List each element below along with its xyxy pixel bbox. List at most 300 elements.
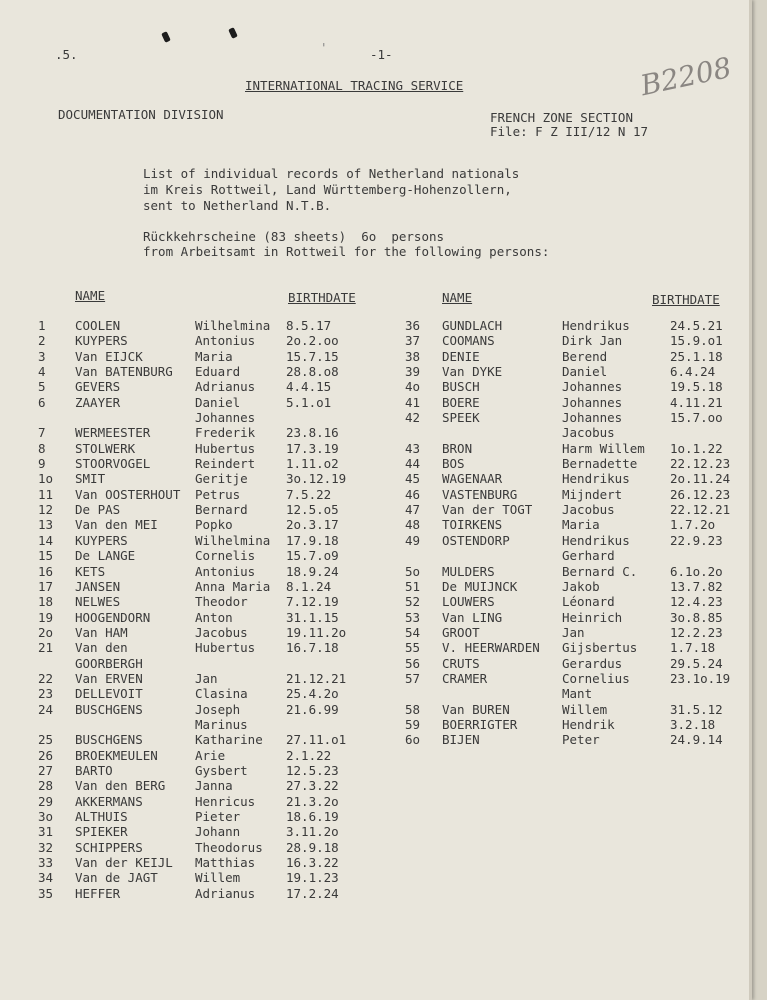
record-number: 42 bbox=[405, 410, 421, 426]
record-surname: GOORBERGH bbox=[75, 655, 143, 671]
record-surname: BROEKMEULEN bbox=[75, 747, 158, 763]
record-surname: DENIE bbox=[442, 348, 480, 364]
record-first-name: Antonius bbox=[195, 563, 256, 579]
record-number: 44 bbox=[405, 456, 421, 472]
record-number: 23 bbox=[38, 686, 54, 702]
record-surname: COOLEN bbox=[75, 318, 121, 333]
col-header-birthdate-left: BIRTHDATE bbox=[288, 290, 356, 305]
record-birthdate: 26.12.23 bbox=[670, 486, 731, 502]
record-first-name: Johann bbox=[195, 824, 241, 840]
record-surname: BUSCHGENS bbox=[75, 732, 143, 748]
record-row bbox=[38, 564, 388, 579]
record-first-name: Hendrikus bbox=[562, 532, 630, 548]
record-first-name: Gijsbertus bbox=[562, 640, 638, 656]
record-birthdate: 19.5.18 bbox=[670, 379, 723, 395]
record-first-name: Clasina bbox=[195, 686, 248, 702]
record-first-name: Adrianus bbox=[195, 885, 256, 901]
handwritten-mark: B2208 bbox=[637, 50, 735, 103]
record-surname: DELLEVOIT bbox=[75, 686, 143, 702]
record-number: 47 bbox=[405, 502, 421, 518]
record-first-name: Marinus bbox=[195, 716, 248, 732]
record-row bbox=[405, 625, 750, 640]
record-number: 38 bbox=[405, 348, 421, 364]
record-surname: Van EIJCK bbox=[75, 348, 143, 364]
record-first-name: Bernard bbox=[195, 502, 248, 518]
record-birthdate: 19.1.23 bbox=[286, 870, 339, 886]
record-surname: Van den MEI bbox=[75, 517, 158, 533]
record-birthdate: 18.6.19 bbox=[286, 809, 339, 824]
record-number: 5 bbox=[38, 379, 46, 395]
record-surname: Van de JAGT bbox=[75, 870, 158, 886]
record-row bbox=[405, 579, 750, 594]
punch-mark-icon bbox=[228, 27, 238, 39]
record-surname: COOMANS bbox=[442, 333, 495, 349]
record-surname: Van LING bbox=[442, 609, 503, 625]
col-header-birthdate-right: BIRTHDATE bbox=[652, 292, 720, 307]
left-records-list bbox=[38, 318, 388, 901]
record-first-name: Anton bbox=[195, 609, 233, 625]
org-title: INTERNATIONAL TRACING SERVICE bbox=[245, 78, 464, 93]
record-birthdate: 13.7.82 bbox=[670, 578, 723, 594]
record-surname: BUSCH bbox=[442, 379, 480, 395]
record-number: 51 bbox=[405, 578, 421, 594]
record-first-name: Hendrik bbox=[562, 716, 615, 732]
intro-line-5: from Arbeitsamt in Rottweil for the following persons: bbox=[143, 244, 550, 259]
corner-mark: ' bbox=[320, 40, 328, 55]
record-birthdate: 2o.3.17 bbox=[286, 517, 339, 533]
record-row bbox=[405, 349, 750, 364]
record-surname: Van den bbox=[75, 640, 128, 656]
record-birthdate: 18.9.24 bbox=[286, 563, 339, 579]
record-surname: CRUTS bbox=[442, 655, 480, 671]
intro-line-1: List of individual records of Netherland nationals bbox=[143, 166, 520, 181]
record-row bbox=[38, 840, 388, 855]
record-row bbox=[405, 671, 750, 686]
record-surname: TOIRKENS bbox=[442, 517, 503, 533]
record-birthdate: 15.9.o1 bbox=[670, 333, 723, 349]
record-row bbox=[38, 318, 388, 333]
record-first-name: Jacobus bbox=[562, 502, 615, 518]
record-birthdate: 21.6.99 bbox=[286, 701, 339, 717]
record-birthdate: 3.2.18 bbox=[670, 716, 716, 732]
record-first-name: Wilhelmina bbox=[195, 318, 271, 333]
page-number: -1- bbox=[370, 47, 393, 62]
record-row bbox=[38, 410, 388, 425]
record-row bbox=[38, 886, 388, 901]
record-birthdate: 2o.11.24 bbox=[670, 471, 731, 487]
record-number: 37 bbox=[405, 333, 421, 349]
record-number: 39 bbox=[405, 364, 421, 380]
record-number: 41 bbox=[405, 394, 421, 410]
record-surname: Van der TOGT bbox=[442, 502, 533, 518]
record-first-name: Katharine bbox=[195, 732, 263, 748]
record-birthdate: 12.5.o5 bbox=[286, 502, 339, 518]
record-row bbox=[38, 625, 388, 640]
record-first-name: Antonius bbox=[195, 333, 256, 349]
record-birthdate: 4.4.15 bbox=[286, 379, 332, 395]
record-number: 5o bbox=[405, 563, 421, 579]
record-number: 6 bbox=[38, 394, 46, 410]
record-birthdate: 15.7.15 bbox=[286, 348, 339, 364]
record-first-name: Gysbert bbox=[195, 762, 248, 778]
record-first-name: Hendrikus bbox=[562, 471, 630, 487]
record-first-name: Anna Maria bbox=[195, 578, 271, 594]
record-first-name: Matthias bbox=[195, 855, 256, 871]
record-row bbox=[38, 610, 388, 625]
record-birthdate: 8.1.24 bbox=[286, 578, 332, 594]
record-surname: Van BUREN bbox=[442, 701, 510, 717]
record-row bbox=[38, 870, 388, 885]
record-row bbox=[405, 456, 750, 471]
record-birthdate: 15.7.oo bbox=[670, 410, 723, 426]
record-birthdate: 1.7.2o bbox=[670, 517, 716, 533]
record-birthdate: 2.1.22 bbox=[286, 747, 332, 763]
record-birthdate: 31.5.12 bbox=[670, 701, 723, 717]
record-first-name: Geritje bbox=[195, 471, 248, 487]
record-birthdate: 27.3.22 bbox=[286, 778, 339, 794]
record-surname: ALTHUIS bbox=[75, 809, 128, 824]
record-row bbox=[405, 441, 750, 456]
record-row bbox=[405, 717, 750, 732]
record-row bbox=[38, 748, 388, 763]
record-number: 16 bbox=[38, 563, 54, 579]
intro-line-3: sent to Netherland N.T.B. bbox=[143, 198, 332, 213]
record-number: 25 bbox=[38, 732, 54, 748]
record-first-name: Gerhard bbox=[562, 548, 615, 564]
record-first-name: Cornelis bbox=[195, 548, 256, 564]
record-first-name: Bernard C. bbox=[562, 563, 638, 579]
record-row bbox=[405, 379, 750, 394]
record-number: 14 bbox=[38, 532, 54, 548]
record-surname: ZAAYER bbox=[75, 394, 121, 410]
record-number: 34 bbox=[38, 870, 54, 886]
record-birthdate: 23.8.16 bbox=[286, 425, 339, 441]
record-row bbox=[38, 656, 388, 671]
record-birthdate: 29.5.24 bbox=[670, 655, 723, 671]
record-first-name: Berend bbox=[562, 348, 608, 364]
record-first-name: Maria bbox=[195, 348, 233, 364]
record-row bbox=[38, 533, 388, 548]
record-surname: VASTENBURG bbox=[442, 486, 518, 502]
record-first-name: Frederik bbox=[195, 425, 256, 441]
record-birthdate: 17.3.19 bbox=[286, 440, 339, 456]
record-row bbox=[38, 809, 388, 824]
record-number: 53 bbox=[405, 609, 421, 625]
record-surname: NELWES bbox=[75, 594, 121, 610]
record-row bbox=[405, 702, 750, 717]
record-row bbox=[38, 349, 388, 364]
record-number: 55 bbox=[405, 640, 421, 656]
record-birthdate: 15.7.o9 bbox=[286, 548, 339, 564]
record-surname: GEVERS bbox=[75, 379, 121, 395]
record-row bbox=[405, 640, 750, 655]
record-number: 2 bbox=[38, 333, 46, 349]
record-row bbox=[38, 824, 388, 839]
record-number: 3o bbox=[38, 809, 54, 824]
record-row bbox=[405, 471, 750, 486]
record-number: 13 bbox=[38, 517, 54, 533]
record-surname: BOERRIGTER bbox=[442, 716, 518, 732]
record-surname: JANSEN bbox=[75, 578, 121, 594]
record-row bbox=[38, 379, 388, 394]
right-records-list bbox=[405, 318, 750, 748]
record-surname: KUYPERS bbox=[75, 532, 128, 548]
record-surname: De LANGE bbox=[75, 548, 136, 564]
record-number: 12 bbox=[38, 502, 54, 518]
record-first-name: Reindert bbox=[195, 456, 256, 472]
record-row bbox=[38, 471, 388, 486]
record-number: 9 bbox=[38, 456, 46, 472]
record-surname: SMIT bbox=[75, 471, 106, 487]
record-birthdate: 6.1o.2o bbox=[670, 563, 723, 579]
record-birthdate: 16.3.22 bbox=[286, 855, 339, 871]
record-number: 8 bbox=[38, 440, 46, 456]
record-row bbox=[405, 656, 750, 671]
record-birthdate: 5.1.o1 bbox=[286, 394, 332, 410]
record-first-name: Maria bbox=[562, 517, 600, 533]
record-row bbox=[38, 778, 388, 793]
record-row bbox=[38, 794, 388, 809]
record-number: 54 bbox=[405, 624, 421, 640]
record-row bbox=[405, 594, 750, 609]
record-first-name: Jacobus bbox=[562, 425, 615, 441]
record-number: 6o bbox=[405, 732, 421, 748]
record-number: 49 bbox=[405, 532, 421, 548]
record-row bbox=[405, 425, 750, 440]
record-row bbox=[38, 456, 388, 471]
record-number: 36 bbox=[405, 318, 421, 333]
record-row bbox=[405, 732, 750, 747]
record-first-name: Arie bbox=[195, 747, 226, 763]
record-first-name: Jan bbox=[562, 624, 585, 640]
record-row bbox=[405, 564, 750, 579]
record-number: 24 bbox=[38, 701, 54, 717]
record-surname: Van der KEIJL bbox=[75, 855, 173, 871]
record-first-name: Henricus bbox=[195, 793, 256, 809]
record-number: 17 bbox=[38, 578, 54, 594]
record-birthdate: 21.12.21 bbox=[286, 670, 347, 686]
record-first-name: Adrianus bbox=[195, 379, 256, 395]
record-number: 15 bbox=[38, 548, 54, 564]
record-number: 28 bbox=[38, 778, 54, 794]
record-birthdate: 19.11.2o bbox=[286, 624, 347, 640]
record-number: 56 bbox=[405, 655, 421, 671]
record-number: 21 bbox=[38, 640, 54, 656]
record-surname: Van den BERG bbox=[75, 778, 166, 794]
record-row bbox=[38, 640, 388, 655]
record-number: 59 bbox=[405, 716, 421, 732]
record-number: 4 bbox=[38, 364, 46, 380]
record-number: 1o bbox=[38, 471, 54, 487]
record-surname: Van HAM bbox=[75, 624, 128, 640]
record-first-name: Hubertus bbox=[195, 440, 256, 456]
record-surname: OSTENDORP bbox=[442, 532, 510, 548]
record-surname: SCHIPPERS bbox=[75, 839, 143, 855]
record-surname: AKKERMANS bbox=[75, 793, 143, 809]
record-birthdate: 1o.1.22 bbox=[670, 440, 723, 456]
record-first-name: Léonard bbox=[562, 594, 615, 610]
record-row bbox=[38, 333, 388, 348]
record-birthdate: 6.4.24 bbox=[670, 364, 716, 380]
file-ref: File: F Z III/12 N 17 bbox=[490, 124, 649, 139]
record-number: 57 bbox=[405, 670, 421, 686]
record-birthdate: 7.5.22 bbox=[286, 486, 332, 502]
record-row bbox=[38, 763, 388, 778]
record-row bbox=[38, 579, 388, 594]
record-surname: GROOT bbox=[442, 624, 480, 640]
record-birthdate: 3.11.2o bbox=[286, 824, 339, 840]
record-number: 27 bbox=[38, 762, 54, 778]
intro-line-4: Rückkehrscheine (83 sheets) 6o persons bbox=[143, 229, 445, 244]
intro-line-2: im Kreis Rottweil, Land Württemberg-Hohenzollern, bbox=[143, 182, 512, 197]
record-birthdate: 4.11.21 bbox=[670, 394, 723, 410]
record-birthdate: 3o.8.85 bbox=[670, 609, 723, 625]
record-birthdate: 12.5.23 bbox=[286, 762, 339, 778]
record-surname: Van BATENBURG bbox=[75, 364, 173, 380]
record-birthdate: 1.11.o2 bbox=[286, 456, 339, 472]
record-row bbox=[38, 702, 388, 717]
record-first-name: Jan bbox=[195, 670, 218, 686]
record-number: 32 bbox=[38, 839, 54, 855]
record-row bbox=[38, 502, 388, 517]
record-row bbox=[38, 364, 388, 379]
record-surname: WERMEESTER bbox=[75, 425, 151, 441]
record-number: 48 bbox=[405, 517, 421, 533]
record-birthdate: 12.4.23 bbox=[670, 594, 723, 610]
record-number: 3 bbox=[38, 348, 46, 364]
record-first-name: Mijndert bbox=[562, 486, 623, 502]
record-first-name: Daniel bbox=[195, 394, 241, 410]
record-first-name: Johannes bbox=[562, 394, 623, 410]
record-first-name: Theodorus bbox=[195, 839, 263, 855]
record-number: 4o bbox=[405, 379, 421, 395]
record-number: 45 bbox=[405, 471, 421, 487]
division-label: DOCUMENTATION DIVISION bbox=[58, 107, 224, 122]
record-birthdate: 12.2.23 bbox=[670, 624, 723, 640]
record-row bbox=[405, 686, 750, 701]
record-row bbox=[38, 548, 388, 563]
record-birthdate: 24.9.14 bbox=[670, 732, 723, 748]
record-number: 7 bbox=[38, 425, 46, 441]
record-birthdate: 22.12.23 bbox=[670, 456, 731, 472]
record-number: 22 bbox=[38, 670, 54, 686]
record-first-name: Gerardus bbox=[562, 655, 623, 671]
record-number: 26 bbox=[38, 747, 54, 763]
record-birthdate: 21.3.2o bbox=[286, 793, 339, 809]
record-first-name: Theodor bbox=[195, 594, 248, 610]
record-number: 43 bbox=[405, 440, 421, 456]
record-birthdate: 8.5.17 bbox=[286, 318, 332, 333]
record-first-name: Jakob bbox=[562, 578, 600, 594]
punch-mark-icon bbox=[161, 31, 171, 43]
record-surname: BOS bbox=[442, 456, 465, 472]
record-first-name: Petrus bbox=[195, 486, 241, 502]
record-row bbox=[38, 594, 388, 609]
record-surname: KUYPERS bbox=[75, 333, 128, 349]
record-row bbox=[405, 502, 750, 517]
record-row bbox=[38, 517, 388, 532]
record-first-name: Willem bbox=[195, 870, 241, 886]
record-surname: STOLWERK bbox=[75, 440, 136, 456]
record-surname: HEFFER bbox=[75, 885, 121, 901]
record-surname: SPIEKER bbox=[75, 824, 128, 840]
sheet-mark: .5. bbox=[55, 47, 78, 62]
record-birthdate: 28.9.18 bbox=[286, 839, 339, 855]
record-row bbox=[405, 610, 750, 625]
record-surname: Van ERVEN bbox=[75, 670, 143, 686]
record-row bbox=[38, 671, 388, 686]
record-number: 11 bbox=[38, 486, 54, 502]
record-row bbox=[405, 533, 750, 548]
record-number: 19 bbox=[38, 609, 54, 625]
record-surname: V. HEERWARDEN bbox=[442, 640, 540, 656]
record-first-name: Heinrich bbox=[562, 609, 623, 625]
record-first-name: Johannes bbox=[562, 410, 623, 426]
record-surname: BOERE bbox=[442, 394, 480, 410]
record-first-name: Pieter bbox=[195, 809, 241, 824]
col-header-name-right: NAME bbox=[442, 290, 473, 305]
record-first-name: Willem bbox=[562, 701, 608, 717]
record-birthdate: 28.8.o8 bbox=[286, 364, 339, 380]
record-first-name: Johannes bbox=[562, 379, 623, 395]
record-surname: WAGENAAR bbox=[442, 471, 503, 487]
record-surname: Van DYKE bbox=[442, 364, 503, 380]
record-row bbox=[38, 425, 388, 440]
record-first-name: Cornelius bbox=[562, 670, 630, 686]
record-birthdate: 17.9.18 bbox=[286, 532, 339, 548]
record-row bbox=[405, 517, 750, 532]
record-row bbox=[405, 487, 750, 502]
record-first-name: Wilhelmina bbox=[195, 532, 271, 548]
record-surname: BIJEN bbox=[442, 732, 480, 748]
record-surname: De PAS bbox=[75, 502, 121, 518]
record-surname: BUSCHGENS bbox=[75, 701, 143, 717]
record-surname: CRAMER bbox=[442, 670, 488, 686]
record-surname: SPEEK bbox=[442, 410, 480, 426]
record-row bbox=[405, 410, 750, 425]
record-row bbox=[38, 732, 388, 747]
record-surname: BRON bbox=[442, 440, 473, 456]
record-number: 46 bbox=[405, 486, 421, 502]
record-row bbox=[405, 395, 750, 410]
record-surname: Van OOSTERHOUT bbox=[75, 486, 181, 502]
record-number: 52 bbox=[405, 594, 421, 610]
record-birthdate: 25.1.18 bbox=[670, 348, 723, 364]
record-number: 33 bbox=[38, 855, 54, 871]
record-birthdate: 2o.2.oo bbox=[286, 333, 339, 349]
record-first-name: Janna bbox=[195, 778, 233, 794]
record-birthdate: 16.7.18 bbox=[286, 640, 339, 656]
record-birthdate: 22.12.21 bbox=[670, 502, 731, 518]
record-first-name: Bernadette bbox=[562, 456, 638, 472]
col-header-name-left: NAME bbox=[75, 288, 106, 303]
record-first-name: Jacobus bbox=[195, 624, 248, 640]
record-number: 18 bbox=[38, 594, 54, 610]
record-number: 35 bbox=[38, 885, 54, 901]
zone-section: FRENCH ZONE SECTION bbox=[490, 110, 633, 125]
record-first-name: Daniel bbox=[562, 364, 608, 380]
record-row bbox=[405, 318, 750, 333]
record-row bbox=[38, 441, 388, 456]
record-surname: BARTO bbox=[75, 762, 113, 778]
record-surname: De MUIJNCK bbox=[442, 578, 518, 594]
record-first-name: Eduard bbox=[195, 364, 241, 380]
record-number: 29 bbox=[38, 793, 54, 809]
record-first-name: Dirk Jan bbox=[562, 333, 623, 349]
record-row bbox=[38, 487, 388, 502]
record-first-name: Harm Willem bbox=[562, 440, 645, 456]
record-surname: MULDERS bbox=[442, 563, 495, 579]
